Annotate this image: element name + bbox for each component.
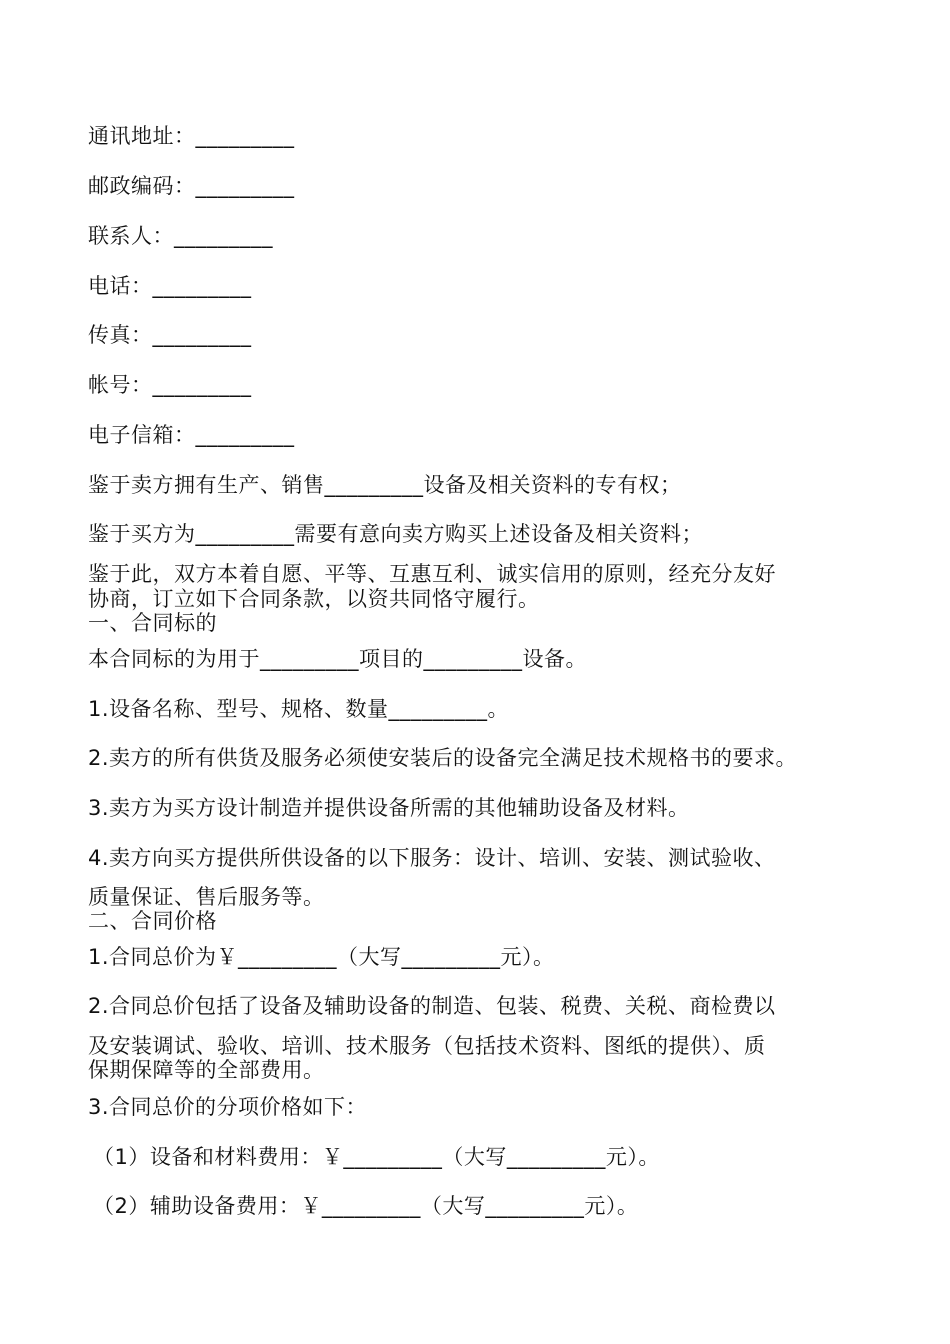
- postal-code-field: 邮政编码：_________: [88, 174, 295, 198]
- email-field: 电子信箱：_________: [88, 423, 295, 447]
- recital-buyer: 鉴于买方为_________需要有意向卖方购买上述设备及相关资料；: [88, 522, 703, 546]
- section-heading-subject: 一、合同标的: [88, 611, 217, 635]
- clause-2-3: 3.合同总价的分项价格如下：: [88, 1095, 368, 1119]
- price-item-auxiliary: （2）辅助设备费用：￥_________（大写_________元）。: [93, 1194, 639, 1218]
- clause-2-2-line3: 保期保障等的全部费用。: [88, 1058, 325, 1082]
- clause-2-1: 1.合同总价为￥_________（大写_________元）。: [88, 945, 555, 969]
- address-field: 通讯地址：_________: [88, 124, 295, 148]
- clause-1-3: 3.卖方为买方设计制造并提供设备所需的其他辅助设备及材料。: [88, 796, 690, 820]
- recital-seller: 鉴于卖方拥有生产、销售_________设备及相关资料的专有权；: [88, 473, 682, 497]
- section-heading-price: 二、合同价格: [88, 909, 217, 933]
- clause-1-4-line1: 4.卖方向买方提供所供设备的以下服务：设计、培训、安装、测试验收、: [88, 846, 776, 870]
- phone-field: 电话：_________: [88, 274, 252, 298]
- recital-agreement-line1: 鉴于此，双方本着自愿、平等、互惠互利、诚实信用的原则，经充分友好: [88, 562, 776, 586]
- account-field: 帐号：_________: [88, 373, 252, 397]
- contact-person-field: 联系人：_________: [88, 224, 273, 248]
- clause-1-2: 2.卖方的所有供货及服务必须使安装后的设备完全满足技术规格书的要求。: [88, 746, 798, 770]
- clause-2-2-line1: 2.合同总价包括了设备及辅助设备的制造、包装、税费、关税、商检费以: [88, 994, 776, 1018]
- clause-2-2-line2: 及安装调试、验收、培训、技术服务（包括技术资料、图纸的提供）、质: [88, 1034, 766, 1058]
- clause-1-1: 1.设备名称、型号、规格、数量_________。: [88, 697, 510, 721]
- fax-field: 传真：_________: [88, 323, 252, 347]
- clause-1-4-line2: 质量保证、售后服务等。: [88, 885, 325, 909]
- subject-statement: 本合同标的为用于_________项目的_________设备。: [88, 647, 587, 671]
- price-item-equipment: （1）设备和材料费用：￥_________（大写_________元）。: [93, 1145, 660, 1169]
- recital-agreement-line2: 协商，订立如下合同条款，以资共同恪守履行。: [88, 587, 540, 611]
